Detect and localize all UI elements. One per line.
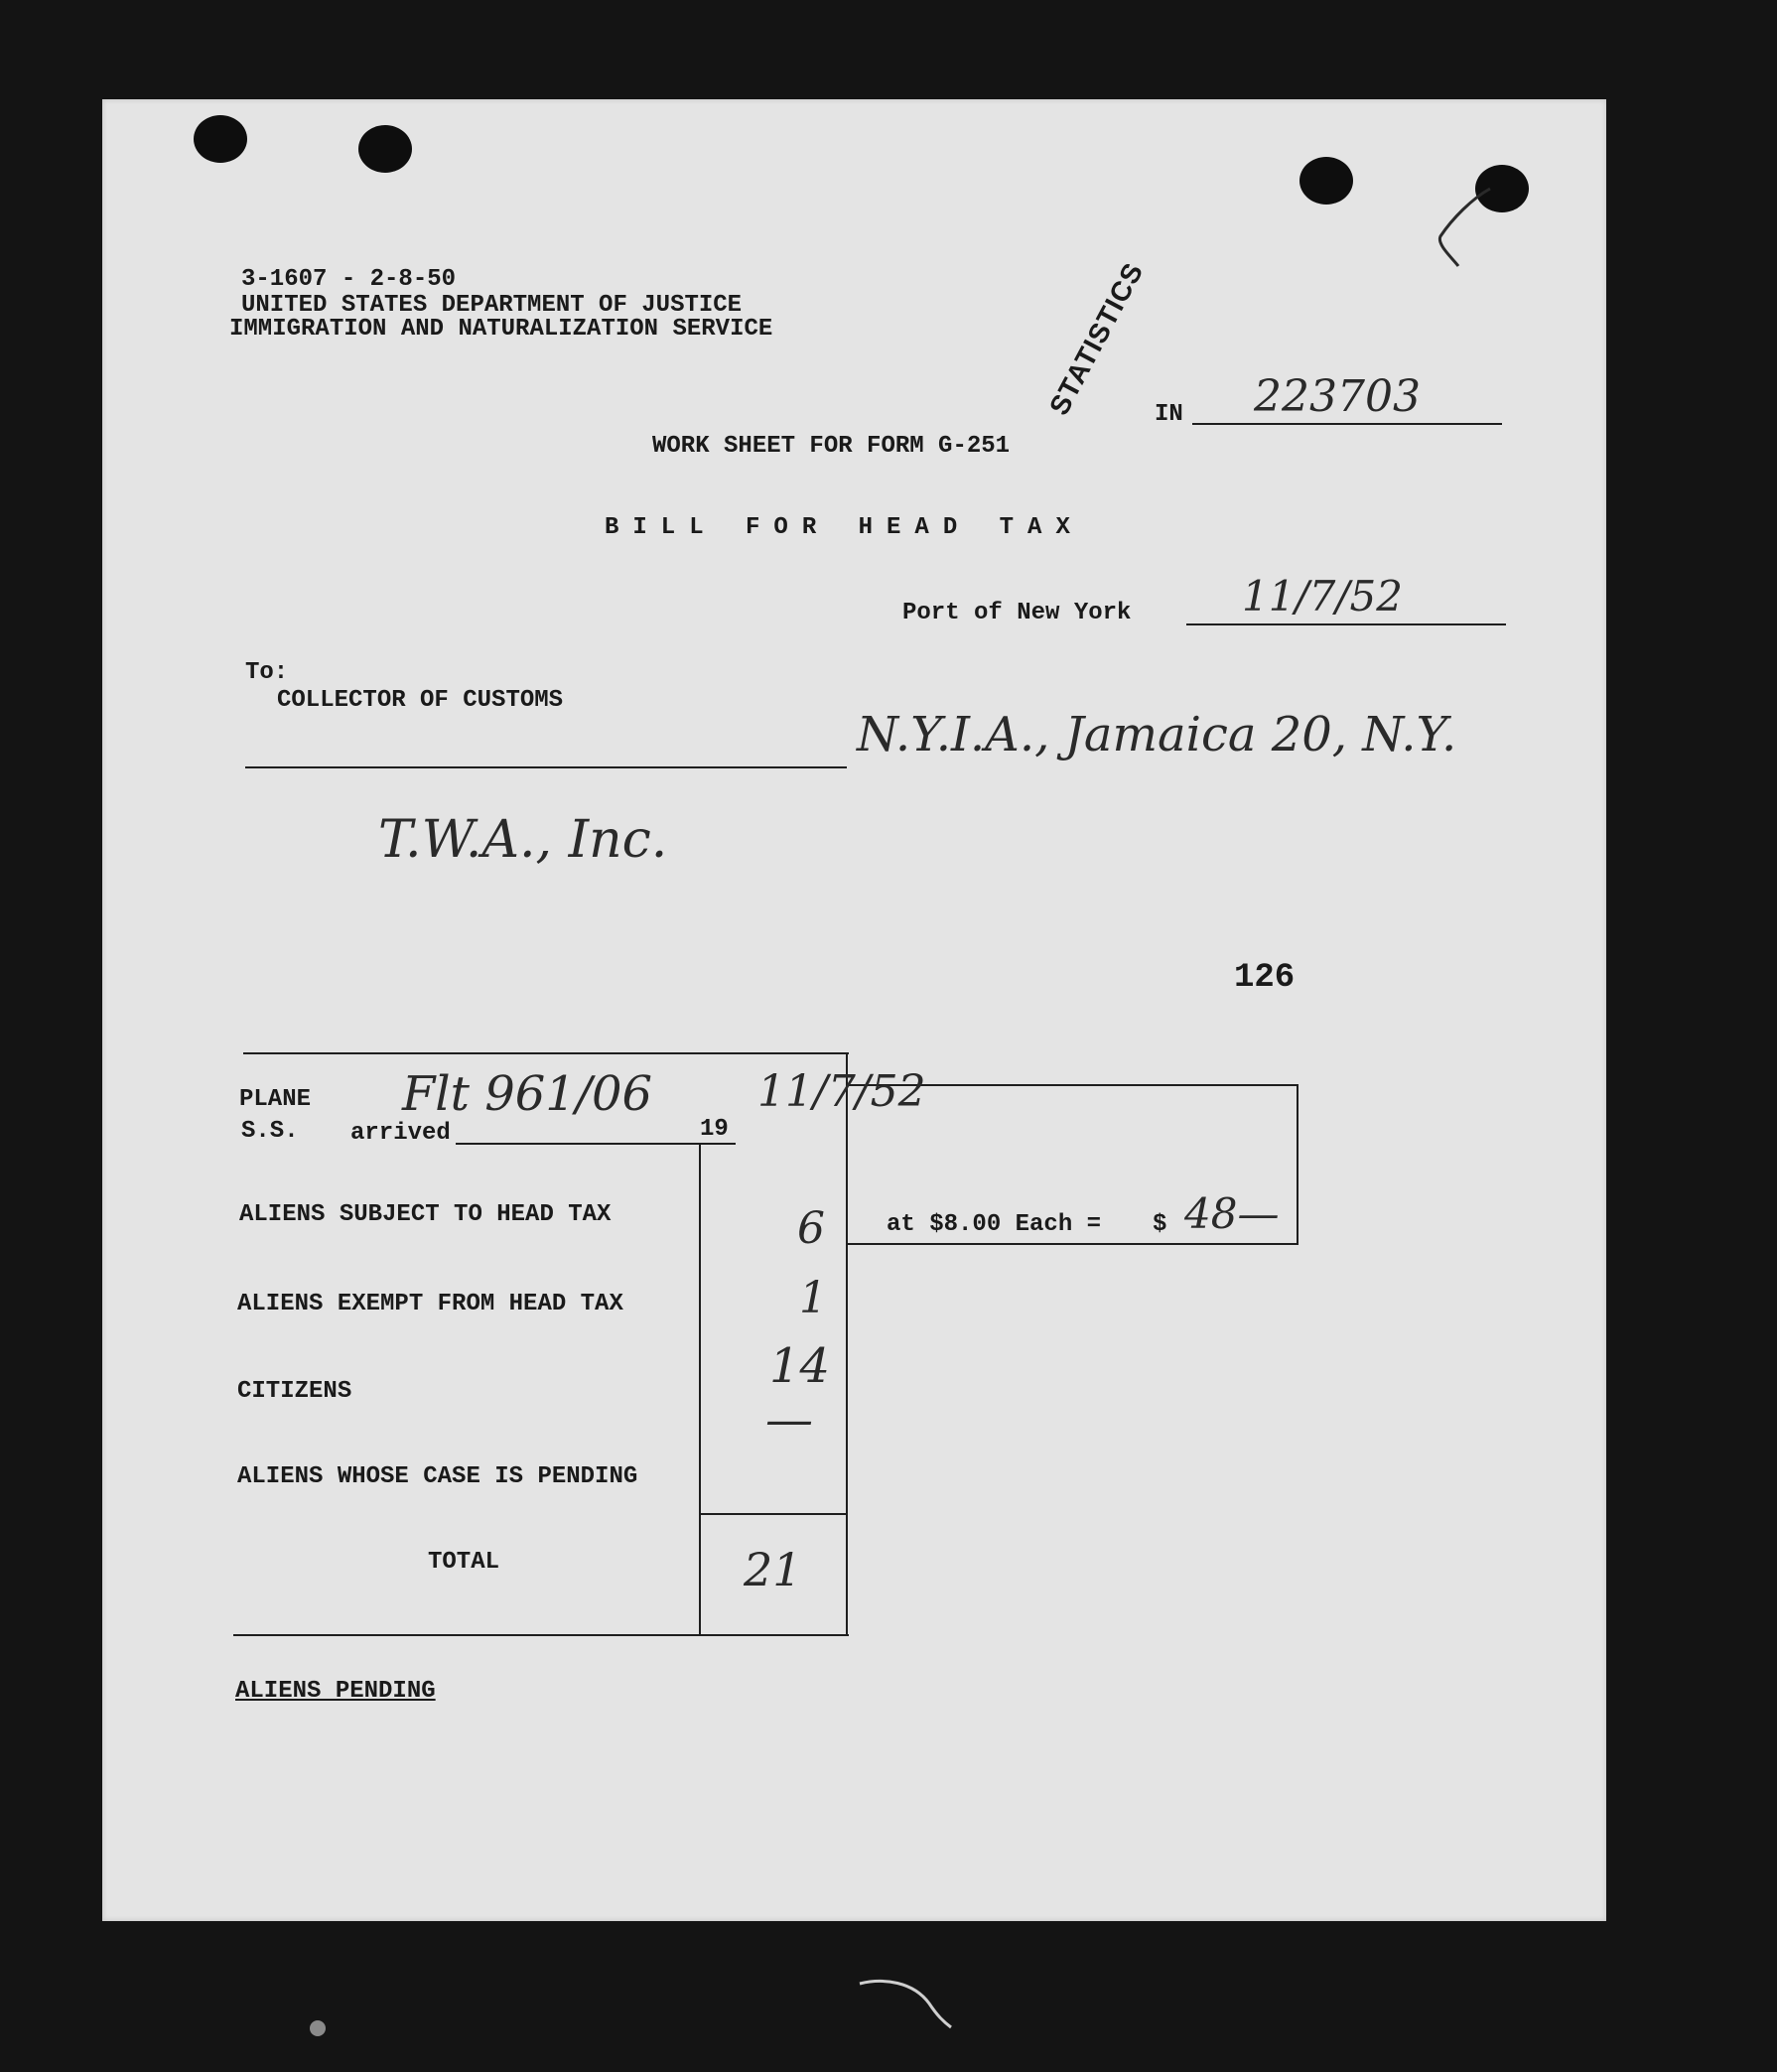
scan-mark-icon (854, 1976, 963, 2035)
plane-label: PLANE (239, 1086, 312, 1113)
in-number: 223703 (1254, 371, 1421, 422)
dollar-sign: $ (1153, 1211, 1167, 1238)
department-name: UNITED STATES DEPARTMENT OF JUSTICE (241, 292, 743, 319)
total-top-line (699, 1513, 848, 1515)
arrived-underline (456, 1143, 736, 1145)
port-date: 11/7/52 (1242, 572, 1403, 621)
addressee-line (245, 766, 847, 768)
worksheet-title: WORK SHEET FOR FORM G-251 (652, 433, 1011, 460)
total-label: TOTAL (428, 1549, 500, 1576)
to-label: To: (245, 659, 289, 686)
table-top-line (243, 1052, 849, 1054)
arrived-label: arrived (350, 1120, 451, 1147)
flight-number: Flt 961/06 (402, 1066, 653, 1122)
addressee-location: N.Y.I.A., Jamaica 20, N.Y. (857, 707, 1457, 762)
row-value-pending: — (765, 1392, 813, 1448)
year-prefix: 19 (700, 1116, 729, 1143)
statistics-stamp: STATISTICS (1042, 257, 1150, 421)
form-number: 3-1607 - 2-8-50 (241, 266, 457, 293)
punch-hole-top-right-1 (1299, 157, 1353, 205)
to-value: COLLECTOR OF CUSTOMS (277, 687, 564, 714)
staple-icon (1423, 179, 1502, 268)
total-value: 21 (744, 1543, 802, 1596)
document-page (102, 99, 1606, 1921)
in-label: IN (1155, 401, 1183, 428)
punch-hole-top-left-1 (194, 115, 247, 163)
tax-amount: 48— (1184, 1189, 1280, 1238)
table-right-line (846, 1052, 848, 1636)
row-label-exempt: ALIENS EXEMPT FROM HEAD TAX (237, 1291, 623, 1317)
scan-mark-icon-2 (298, 2013, 338, 2043)
row-label-citizens: CITIZENS (237, 1378, 352, 1405)
punch-hole-top-left-2 (358, 125, 412, 173)
row-value-citizens: 14 (769, 1338, 831, 1394)
rate-box-bottom (846, 1243, 1299, 1245)
port-date-line (1186, 623, 1506, 625)
arrival-date: 11/7/52 (757, 1066, 926, 1117)
service-name: IMMIGRATION AND NATURALIZATION SERVICE (229, 316, 773, 343)
port-label: Port of New York (902, 600, 1132, 626)
row-value-subject: 6 (797, 1203, 825, 1254)
ss-label: S.S. (241, 1118, 299, 1145)
rate-box-right (1297, 1084, 1299, 1245)
table-bottom-line (233, 1634, 849, 1636)
bill-title: BILL FOR HEAD TAX (605, 514, 1084, 541)
row-value-exempt: 1 (799, 1273, 827, 1323)
row-label-pending: ALIENS WHOSE CASE IS PENDING (237, 1463, 638, 1490)
in-number-line (1192, 423, 1502, 425)
reference-number: 126 (1234, 959, 1296, 997)
row-label-subject: ALIENS SUBJECT TO HEAD TAX (239, 1201, 612, 1228)
value-column-line (699, 1143, 701, 1636)
carrier-name: T.W.A., Inc. (378, 810, 668, 870)
aliens-pending-label: ALIENS PENDING (235, 1678, 436, 1705)
rate-text: at $8.00 Each = (887, 1211, 1102, 1238)
